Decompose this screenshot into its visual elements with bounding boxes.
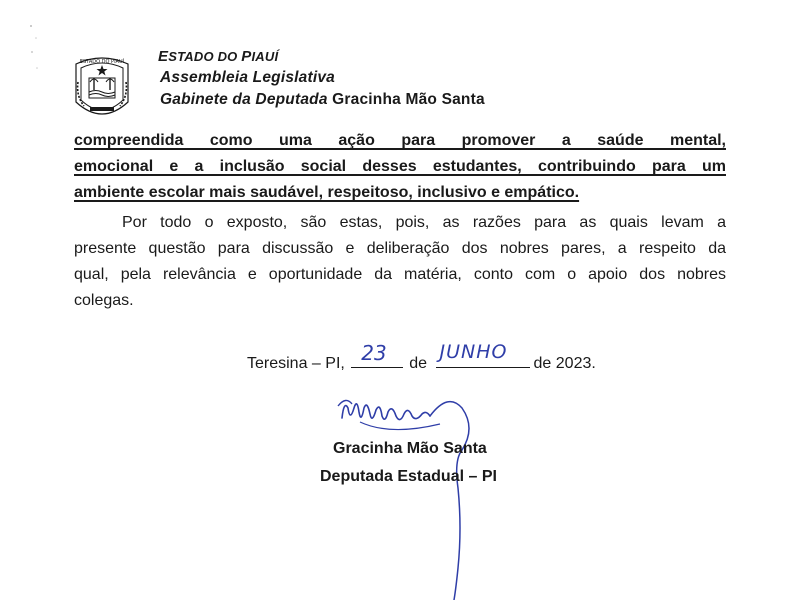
state-seal-icon [70,52,134,126]
header-cabinet: Gabinete da Deputada Gracinha Mão Santa [160,91,485,108]
month-blank [436,341,530,368]
header-state: ESTADO DO PIAUÍ [158,48,279,65]
handwritten-signature [330,378,480,600]
header-assembly: Assembleia Legislativa [160,69,335,86]
handwritten-day: 23 [361,341,387,365]
signatory-role: Deputada Estadual – PI [320,468,497,485]
svg-text:ESTADO DO PIAUÍ: ESTADO DO PIAUÍ [79,59,125,65]
handwritten-month: JUNHO [439,341,508,363]
text-line: emocional e a inclusão social desses estudantes, contribuindo para um [74,158,726,175]
margin-specks [28,20,42,80]
text-line: compreendida como uma ação para promover a saúde mental, [74,132,726,149]
highlighted-paragraph [74,128,726,206]
text-line: Por todo o exposto, são estas, pois, as razões para as quais levam a [122,214,726,231]
text-line: colegas. [74,292,134,309]
day-blank [351,341,403,368]
text-line: ambiente escolar mais saudável, respeitoso, inclusivo e empático. [74,184,580,201]
text-line: qual, pela relevância e oportunidade da matéria, conto com o apoio dos nobres [74,266,726,283]
signatory-name: Gracinha Mão Santa [333,440,487,457]
closing-paragraph [74,210,726,314]
date-line: Teresina – PI, 23 de JUNHO de 2023. [247,341,596,372]
text-line: presente questão para discussão e deliberação dos nobres pares, a respeito da [74,240,726,257]
